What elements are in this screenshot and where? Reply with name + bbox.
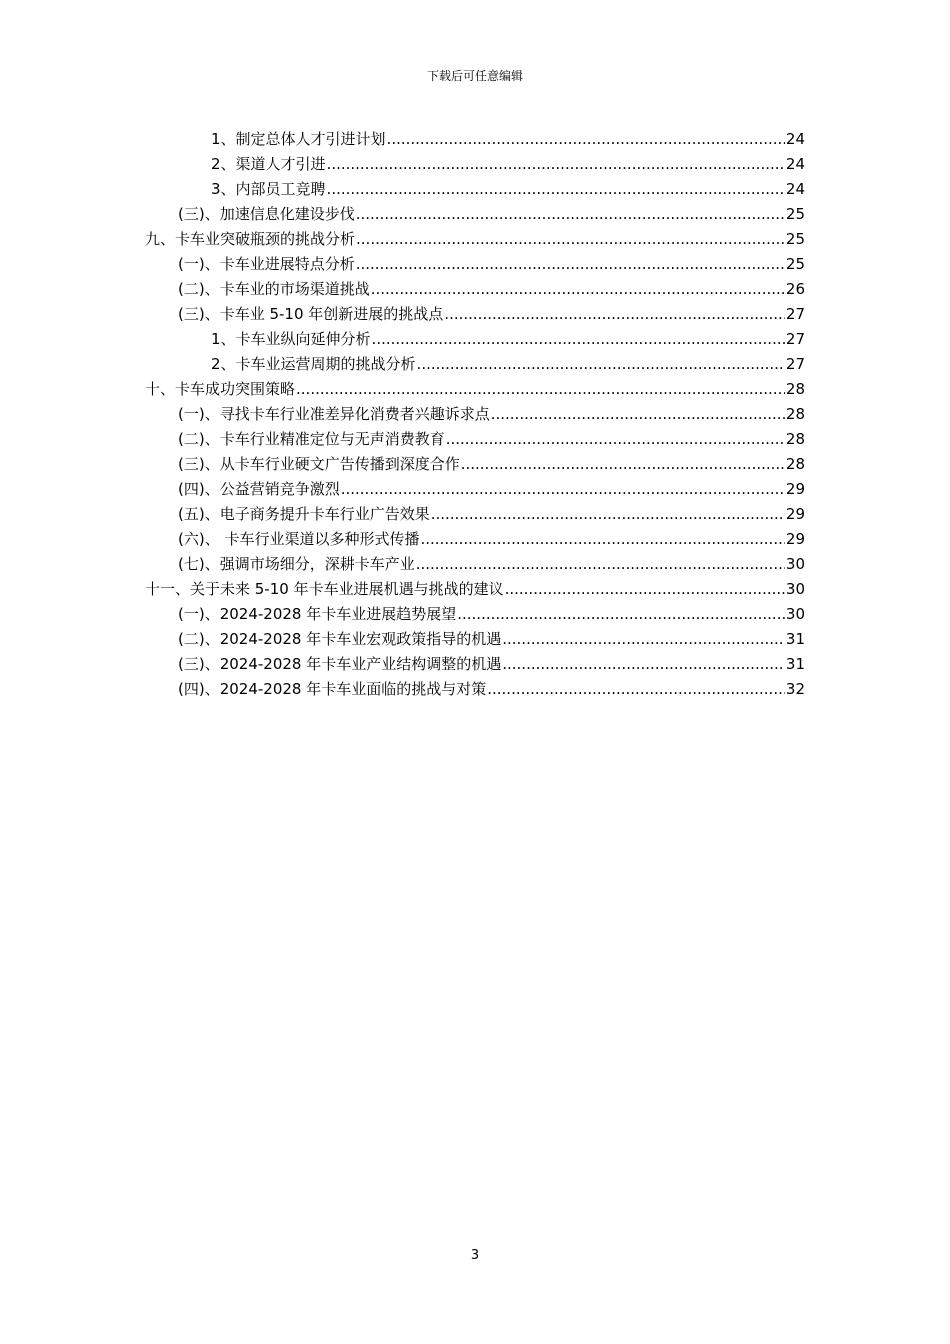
toc-leader-dots — [417, 354, 785, 374]
toc-entry-title: (一)、2024-2028 年卡车业进展趋势展望 — [178, 604, 457, 623]
toc-entry-title: (四)、2024-2028 年卡车业面临的挑战与对策 — [178, 679, 487, 698]
toc-entry-title: (七)、强调市场细分，深耕卡车产业 — [178, 554, 415, 573]
toc-leader-dots — [296, 379, 785, 399]
toc-entry[interactable] — [211, 326, 805, 351]
toc-leader-dots — [356, 254, 785, 274]
toc-leader-dots — [372, 329, 785, 349]
toc-entry-title: (二)、2024-2028 年卡车业宏观政策指导的机遇 — [178, 629, 502, 648]
toc-leader-dots — [505, 579, 785, 599]
toc-entry-page: 24 — [785, 179, 805, 198]
toc-entry-title: (三)、从卡车行业硬文广告传播到深度合作 — [178, 454, 460, 473]
toc-leader-dots — [446, 429, 785, 449]
toc-leader-dots — [431, 504, 785, 524]
page-number: 3 — [470, 1248, 480, 1263]
toc-entry[interactable] — [178, 401, 805, 426]
toc-entry[interactable] — [211, 351, 805, 376]
toc-entry-title: (五)、电子商务提升卡车行业广告效果 — [178, 504, 430, 523]
toc-leader-dots — [461, 454, 785, 474]
toc-entry-title: (三)、卡车业 5-10 年创新进展的挑战点 — [178, 304, 444, 323]
toc-entry-page: 29 — [785, 504, 805, 523]
page-header: 下载后可任意编辑 — [426, 69, 523, 83]
toc-entry-title: (三)、加速信息化建设步伐 — [178, 204, 355, 223]
toc-entry-page: 29 — [785, 479, 805, 498]
toc-entry-page: 28 — [785, 454, 805, 473]
toc-leader-dots — [387, 129, 785, 149]
toc-entry[interactable] — [178, 676, 805, 701]
toc-leader-dots — [444, 304, 785, 324]
toc-entry[interactable] — [211, 176, 805, 201]
toc-entry-page: 25 — [785, 204, 805, 223]
toc-leader-dots — [416, 554, 785, 574]
toc-entry-page: 28 — [785, 429, 805, 448]
toc-entry-title: (三)、2024-2028 年卡车业产业结构调整的机遇 — [178, 654, 502, 673]
toc-leader-dots — [356, 229, 785, 249]
toc-entry[interactable] — [178, 426, 805, 451]
toc-entry-page: 25 — [785, 229, 805, 248]
toc-entry-page: 27 — [785, 354, 805, 373]
toc-leader-dots — [327, 179, 785, 199]
toc-entry-title: (二)、卡车业的市场渠道挑战 — [178, 279, 370, 298]
toc-entry-page: 24 — [785, 154, 805, 173]
toc-entry[interactable] — [178, 251, 805, 276]
toc-entry-title: (一)、卡车业进展特点分析 — [178, 254, 355, 273]
toc-entry[interactable] — [178, 626, 805, 651]
toc-entry-page: 26 — [785, 279, 805, 298]
toc-leader-dots — [487, 679, 785, 699]
toc-entry-title: 十、卡车成功突围策略 — [145, 379, 296, 398]
toc-entry[interactable] — [178, 451, 805, 476]
toc-entry-page: 31 — [785, 629, 805, 648]
toc-entry[interactable] — [178, 476, 805, 501]
toc-entry-title: (一)、寻找卡车行业准差异化消费者兴趣诉求点 — [178, 404, 490, 423]
toc-entry-page: 30 — [785, 579, 805, 598]
toc-leader-dots — [371, 279, 785, 299]
toc-entry-page: 30 — [785, 604, 805, 623]
toc-entry-title: 2、渠道人才引进 — [211, 154, 326, 173]
toc-entry[interactable] — [178, 301, 805, 326]
toc-entry-title: 1、制定总体人才引进计划 — [211, 129, 386, 148]
toc-leader-dots — [491, 404, 785, 424]
toc-entry-page: 25 — [785, 254, 805, 273]
toc-entry[interactable] — [178, 551, 805, 576]
toc-entry-title: (二)、卡车行业精准定位与无声消费教育 — [178, 429, 445, 448]
toc-entry-page: 27 — [785, 304, 805, 323]
toc-entry-page: 32 — [785, 679, 805, 698]
toc-leader-dots — [327, 154, 785, 174]
toc-entry[interactable] — [178, 651, 805, 676]
toc-entry[interactable] — [178, 276, 805, 301]
toc-leader-dots — [341, 479, 785, 499]
toc-entry[interactable] — [178, 501, 805, 526]
toc-entry-title: 九、卡车业突破瓶颈的挑战分析 — [145, 229, 356, 248]
toc-entry-page: 24 — [785, 129, 805, 148]
toc-entry[interactable] — [211, 126, 805, 151]
toc-entry-title: (四)、公益营销竞争激烈 — [178, 479, 340, 498]
toc-entry-page: 28 — [785, 404, 805, 423]
toc-entry-page: 31 — [785, 654, 805, 673]
toc-leader-dots — [356, 204, 785, 224]
toc-entry-page: 28 — [785, 379, 805, 398]
toc-leader-dots — [502, 629, 785, 649]
toc-entry-title: 1、卡车业纵向延伸分析 — [211, 329, 371, 348]
toc-entry[interactable] — [145, 226, 805, 251]
toc-leader-dots — [420, 529, 784, 549]
toc-entry[interactable] — [145, 376, 805, 401]
toc-entry-title: 2、卡车业运营周期的挑战分析 — [211, 354, 416, 373]
toc-entry-title: (六)、 卡车行业渠道以多种形式传播 — [178, 529, 420, 548]
toc-leader-dots — [502, 654, 785, 674]
toc-entry[interactable] — [145, 576, 805, 601]
toc-entry-page: 30 — [785, 554, 805, 573]
toc-entry[interactable] — [178, 526, 805, 551]
toc-entry-title: 十一、关于未来 5-10 年卡车业进展机遇与挑战的建议 — [145, 579, 504, 598]
toc-entry[interactable] — [178, 601, 805, 626]
toc-entry-title: 3、内部员工竞聘 — [211, 179, 326, 198]
toc-entry-page: 27 — [785, 329, 805, 348]
toc-entry-page: 29 — [785, 529, 805, 548]
toc-entry[interactable] — [211, 151, 805, 176]
toc-leader-dots — [457, 604, 785, 624]
toc-entry[interactable] — [178, 201, 805, 226]
